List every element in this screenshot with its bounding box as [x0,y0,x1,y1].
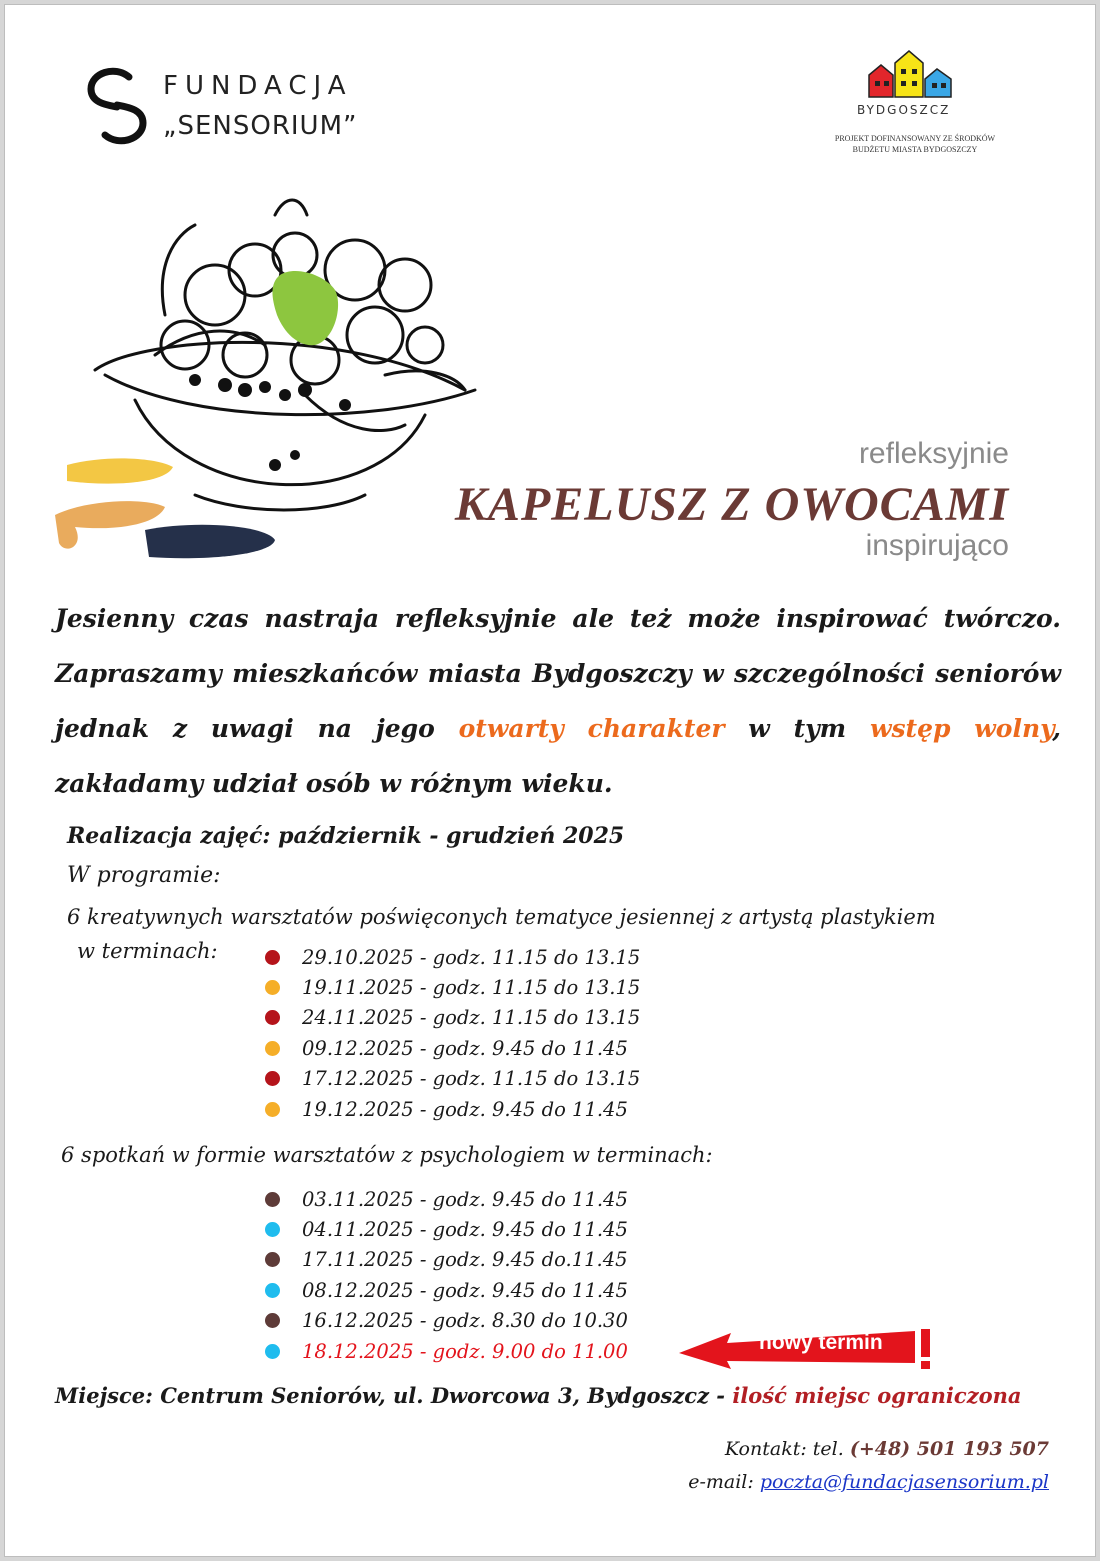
bydgoszcz-word: BYDGOSZCZ [857,103,951,117]
art-workshop-dates [265,942,640,1124]
new-date-label: nowy termin [759,1331,883,1354]
intro-paragraph [55,591,1061,811]
place-line [55,1383,1022,1408]
program-label: W programie: [67,863,221,888]
date-text: 04.11.2025 - godz. 9.45 do 11.45 [302,1218,628,1242]
intro-highlight-free-entry: wstęp wolny [869,714,1053,743]
period-text: Realizacja zajęć: październik - grudzień 2025 [67,823,625,849]
place-text: Miejsce: Centrum Seniorów, ul. Dworcowa 3, Bydgoszcz - [55,1383,733,1408]
fruit-bowl-illustration [45,175,505,575]
date-item [265,1003,640,1033]
bullet-dot-icon [265,980,280,995]
date-text: 17.12.2025 - godz. 11.15 do 13.15 [302,1067,641,1091]
logo-line-fundacja: FUNDACJA [163,71,353,101]
date-item [265,1214,628,1244]
funding-note-line2: BUDŻETU MIASTA BYDGOSZCZY [852,145,978,154]
bullet-dot-icon [265,1222,280,1237]
bullet-dot-icon [265,1010,280,1025]
date-text-new: 18.12.2025 - godz. 9.00 do 11.00 [302,1339,628,1363]
date-item [265,972,640,1002]
date-text: 09.12.2025 - godz. 9.45 do 11.45 [302,1036,628,1060]
date-text: 29.10.2025 - godz. 11.15 do 13.15 [302,945,641,969]
houses-icon [805,45,1025,105]
date-item [265,1033,640,1063]
bullet-dot-icon [265,1344,280,1359]
bullet-dot-icon [265,1313,280,1328]
contact-block [688,1433,1049,1499]
date-item [265,1184,628,1214]
date-item [265,1306,628,1336]
date-item [265,1275,628,1305]
date-text: 19.12.2025 - godz. 9.45 do 11.45 [302,1097,628,1121]
intro-text-1: Jesienny czas nastraja refleksyjnie ale też może inspirować twórczo. Zapraszamy mieszkańców miasta Bydgoszczy w szczególności seniorów jednak z uwagi na jego [55,604,1061,743]
new-date-arrow [679,1325,939,1371]
sensorium-s-icon [85,67,149,145]
bullet-dot-icon [265,950,280,965]
date-text: 16.12.2025 - godz. 8.30 do 10.30 [302,1309,628,1333]
date-text: 24.11.2025 - godz. 11.15 do 13.15 [302,1006,641,1030]
art-workshops-intro: 6 kreatywnych warsztatów poświęconych tematyce jesiennej z artystą plastykiem [67,905,936,929]
page-title: KAPELUSZ Z OWOCAMI [454,478,1009,531]
phone-label: Kontakt: tel. [724,1438,850,1460]
contact-phone-line [688,1433,1049,1466]
bullet-dot-icon [265,1283,280,1298]
poster-page [4,4,1096,1557]
date-text: 08.12.2025 - godz. 9.45 do 11.45 [302,1278,628,1302]
psych-workshop-dates [265,1184,628,1366]
bullet-dot-icon [265,1252,280,1267]
email-link[interactable]: poczta@fundacjasensorium.pl [759,1471,1049,1493]
bullet-dot-icon [265,1041,280,1056]
intro-text-3: , zakładamy udział osób w różnym wieku. [55,714,1061,798]
logo-line-sensorium: „SENSORIUM” [163,111,358,141]
limited-seats: ilość miejsc ograniczona [732,1383,1022,1408]
date-text: 19.11.2025 - godz. 11.15 do 13.15 [302,976,641,1000]
date-text: 17.11.2025 - godz. 9.45 do.11.45 [302,1248,628,1272]
funding-note [805,133,1025,155]
date-text: 03.11.2025 - godz. 9.45 do 11.45 [302,1187,628,1211]
intro-text-2: w tym [724,714,870,743]
contact-email-line [688,1466,1049,1499]
date-item-new [265,1336,628,1366]
date-item [265,1064,640,1094]
bydgoszcz-logo [805,45,1025,165]
date-item [265,1245,628,1275]
bullet-dot-icon [265,1071,280,1086]
psych-workshops-intro: 6 spotkań w formie warsztatów z psychologiem w terminach: [61,1143,713,1167]
art-workshops-intro-2: w terminach: [77,939,218,963]
funding-note-line1: PROJEKT DOFINANSOWANY ZE ŚRODKÓW [834,134,996,143]
phone-number: (+48) 501 193 507 [849,1438,1049,1460]
bullet-dot-icon [265,1102,280,1117]
tagline-bottom: inspirująco [865,529,1009,562]
bullet-dot-icon [265,1192,280,1207]
tagline-top: refleksyjnie [858,437,1009,470]
date-item [265,942,640,972]
date-item [265,1094,640,1124]
email-label: e-mail: [688,1471,760,1493]
intro-highlight-open-character: otwarty charakter [458,714,725,743]
fundacja-sensorium-logo [85,67,405,147]
